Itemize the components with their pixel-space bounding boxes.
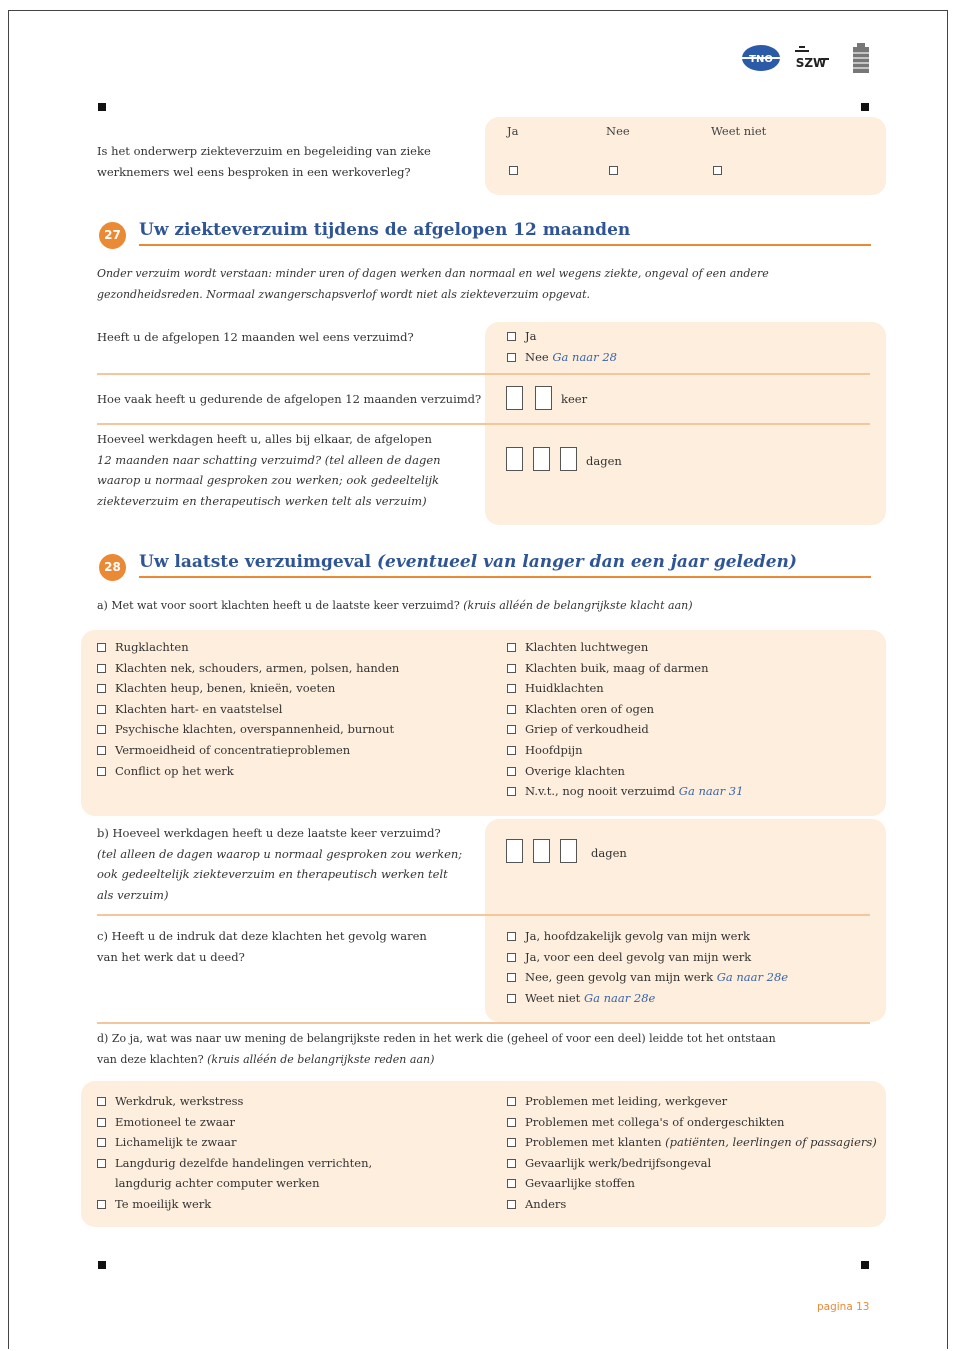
option-hoofdpijn[interactable]: Hoofdpijn [507, 740, 743, 761]
option-te-moeilijk[interactable]: Te moeilijk werk [97, 1194, 372, 1215]
q27-1-option-ja[interactable]: Ja [507, 326, 617, 347]
q28a-text: a) Met wat voor soort klachten heeft u de laatste keer verzuimd? (kruis alléén de belangrijkste klacht aan) [97, 599, 693, 612]
option-luchtwegen[interactable]: Klachten luchtwegen [507, 637, 743, 658]
top-question-text: Is het onderwerp ziekteverzuim en begeleiding van zieke werknemers wel eens besproken in een werkoverleg? [97, 144, 431, 179]
col-nee: Nee [606, 124, 630, 138]
separator [97, 423, 870, 425]
goto-28e: Ga naar 28e [583, 990, 656, 1005]
q27-1-text: Heeft u de afgelopen 12 maanden wel eens verzuimd? [97, 330, 414, 344]
separator [97, 914, 870, 916]
tno-logo-icon [739, 41, 783, 75]
q28a-left-options [97, 637, 399, 781]
option-conflict[interactable]: Conflict op het werk [97, 761, 399, 782]
goto-28e: Ga naar 28e [716, 970, 789, 985]
option-oren-ogen[interactable]: Klachten oren of ogen [507, 699, 743, 720]
registration-mark [98, 103, 106, 111]
option-nek-schouders[interactable]: Klachten nek, schouders, armen, polsen, handen [97, 658, 399, 679]
option-gevaarlijke-stoffen[interactable]: Gevaarlijke stoffen [507, 1173, 877, 1194]
page-number: pagina 13 [817, 1301, 870, 1313]
option-huid[interactable]: Huidklachten [507, 678, 743, 699]
building-logo-icon [849, 41, 873, 75]
section-27-intro: Onder verzuim wordt verstaan: minder uren of dagen werken dan normaal en wel wegens ziekte, ongeval of een andere gezondheidsreden. Normaal zwangerschapsverlof wordt niet als ziekteverzuim opgevat. [97, 267, 769, 301]
q27-2-text: Hoe vaak heeft u gedurende de afgelopen 12 maanden verzuimd? [97, 392, 482, 406]
option-vermoeidheid[interactable]: Vermoeidheid of concentratieproblemen [97, 740, 399, 761]
digit-box[interactable] [533, 839, 550, 863]
separator [97, 1022, 870, 1024]
section-27-rule [139, 244, 871, 246]
digit-box[interactable] [535, 386, 552, 410]
option-nvt[interactable]: N.v.t., nog nooit verzuimd Ga naar 31 [507, 781, 743, 802]
q27-1-options [507, 326, 617, 367]
checkbox-ja[interactable] [509, 166, 518, 175]
checkbox-nee[interactable] [609, 166, 618, 175]
szw-logo-icon [791, 45, 831, 75]
option-overige[interactable]: Overige klachten [507, 761, 743, 782]
q27-1-option-nee[interactable]: Nee Ga naar 28 [507, 347, 617, 368]
registration-mark [861, 1261, 869, 1269]
option-heup-benen[interactable]: Klachten heup, benen, knieën, voeten [97, 678, 399, 699]
q28c-text: c) Heeft u de indruk dat deze klachten het gevolg waren van het werk dat u deed? [97, 929, 427, 964]
digit-box[interactable] [533, 447, 550, 471]
q28b-unit: dagen [591, 846, 627, 860]
q28d-left-options [97, 1091, 372, 1215]
option-langdurig-cont: langdurig achter computer werken [115, 1176, 320, 1191]
q27-3-text: Hoeveel werkdagen heeft u, alles bij elkaar, de afgelopen 12 maanden naar schatting verzuimd? (tel alleen de dagen waarop u normaal gesproken zou werken; ook gedeeltelijk ziekteverzuim en therapeutisch werken telt als verzuim) [97, 432, 441, 508]
option-griep[interactable]: Griep of verkoudheid [507, 719, 743, 740]
option-klanten[interactable]: Problemen met klanten (patiënten, leerlingen of passagiers) [507, 1132, 877, 1153]
separator [97, 373, 870, 375]
digit-box[interactable] [560, 447, 577, 471]
option-leiding[interactable]: Problemen met leiding, werkgever [507, 1091, 877, 1112]
option-langdurig[interactable]: Langdurig dezelfde handelingen verrichten, [97, 1153, 372, 1174]
q28c-options [507, 926, 788, 1008]
section-27-number: 27 [99, 222, 126, 249]
section-28-rule [139, 576, 871, 578]
option-lichamelijk[interactable]: Lichamelijk te zwaar [97, 1132, 372, 1153]
szw-logo-text: SZW [795, 56, 827, 70]
registration-mark [98, 1261, 106, 1269]
digit-box[interactable] [506, 447, 523, 471]
digit-box[interactable] [506, 386, 523, 410]
col-ja: Ja [507, 124, 519, 138]
q28a-right-options [507, 637, 743, 802]
q28d-text: d) Zo ja, wat was naar uw mening de belangrijkste reden in het werk die (geheel of voor een deel) leidde tot het ontstaan van deze klachten? (kruis alléén de belangrijkste reden aan) [97, 1032, 776, 1066]
option-werkdruk[interactable]: Werkdruk, werkstress [97, 1091, 372, 1112]
option-buik-maag[interactable]: Klachten buik, maag of darmen [507, 658, 743, 679]
option-nee[interactable]: Nee, geen gevolg van mijn werk Ga naar 28e [507, 967, 788, 988]
section-28-title: Uw laatste verzuimgeval (eventueel van langer dan een jaar geleden) [139, 552, 797, 572]
q28d-right-options [507, 1091, 877, 1215]
goto-28: Ga naar 28 [552, 349, 617, 364]
questionnaire-page [8, 10, 948, 1349]
option-ja-deel[interactable]: Ja, voor een deel gevolg van mijn werk [507, 947, 788, 968]
option-anders[interactable]: Anders [507, 1194, 877, 1215]
tno-logo-text: TNO [749, 54, 773, 65]
option-gevaarlijk-werk[interactable]: Gevaarlijk werk/bedrijfsongeval [507, 1153, 877, 1174]
option-weet-niet[interactable]: Weet niet Ga naar 28e [507, 988, 788, 1009]
checkbox-weet-niet[interactable] [713, 166, 722, 175]
section-28-number: 28 [99, 554, 126, 581]
option-rugklachten[interactable]: Rugklachten [97, 637, 399, 658]
q27-2-unit: keer [561, 392, 588, 406]
option-ja-hoofdzakelijk[interactable]: Ja, hoofdzakelijk gevolg van mijn werk [507, 926, 788, 947]
digit-box[interactable] [506, 839, 523, 863]
option-emotioneel[interactable]: Emotioneel te zwaar [97, 1112, 372, 1133]
registration-mark [861, 103, 869, 111]
option-hart-vaat[interactable]: Klachten hart- en vaatstelsel [97, 699, 399, 720]
top-question-panel [485, 117, 886, 195]
digit-box[interactable] [560, 839, 577, 863]
q28b-text: b) Hoeveel werkdagen heeft u deze laatste keer verzuimd? (tel alleen de dagen waarop u normaal gesproken zou werken; ook gedeeltelijk ziekteverzuim en therapeutisch werken telt als verzuim) [97, 826, 463, 902]
section-27-title: Uw ziekteverzuim tijdens de afgelopen 12 maanden [139, 220, 631, 240]
q27-3-unit: dagen [586, 454, 622, 468]
goto-31: Ga naar 31 [678, 784, 744, 799]
col-weet-niet: Weet niet [711, 124, 767, 138]
option-psychisch[interactable]: Psychische klachten, overspannenheid, burnout [97, 719, 399, 740]
option-collegas[interactable]: Problemen met collega's of ondergeschikten [507, 1112, 877, 1133]
